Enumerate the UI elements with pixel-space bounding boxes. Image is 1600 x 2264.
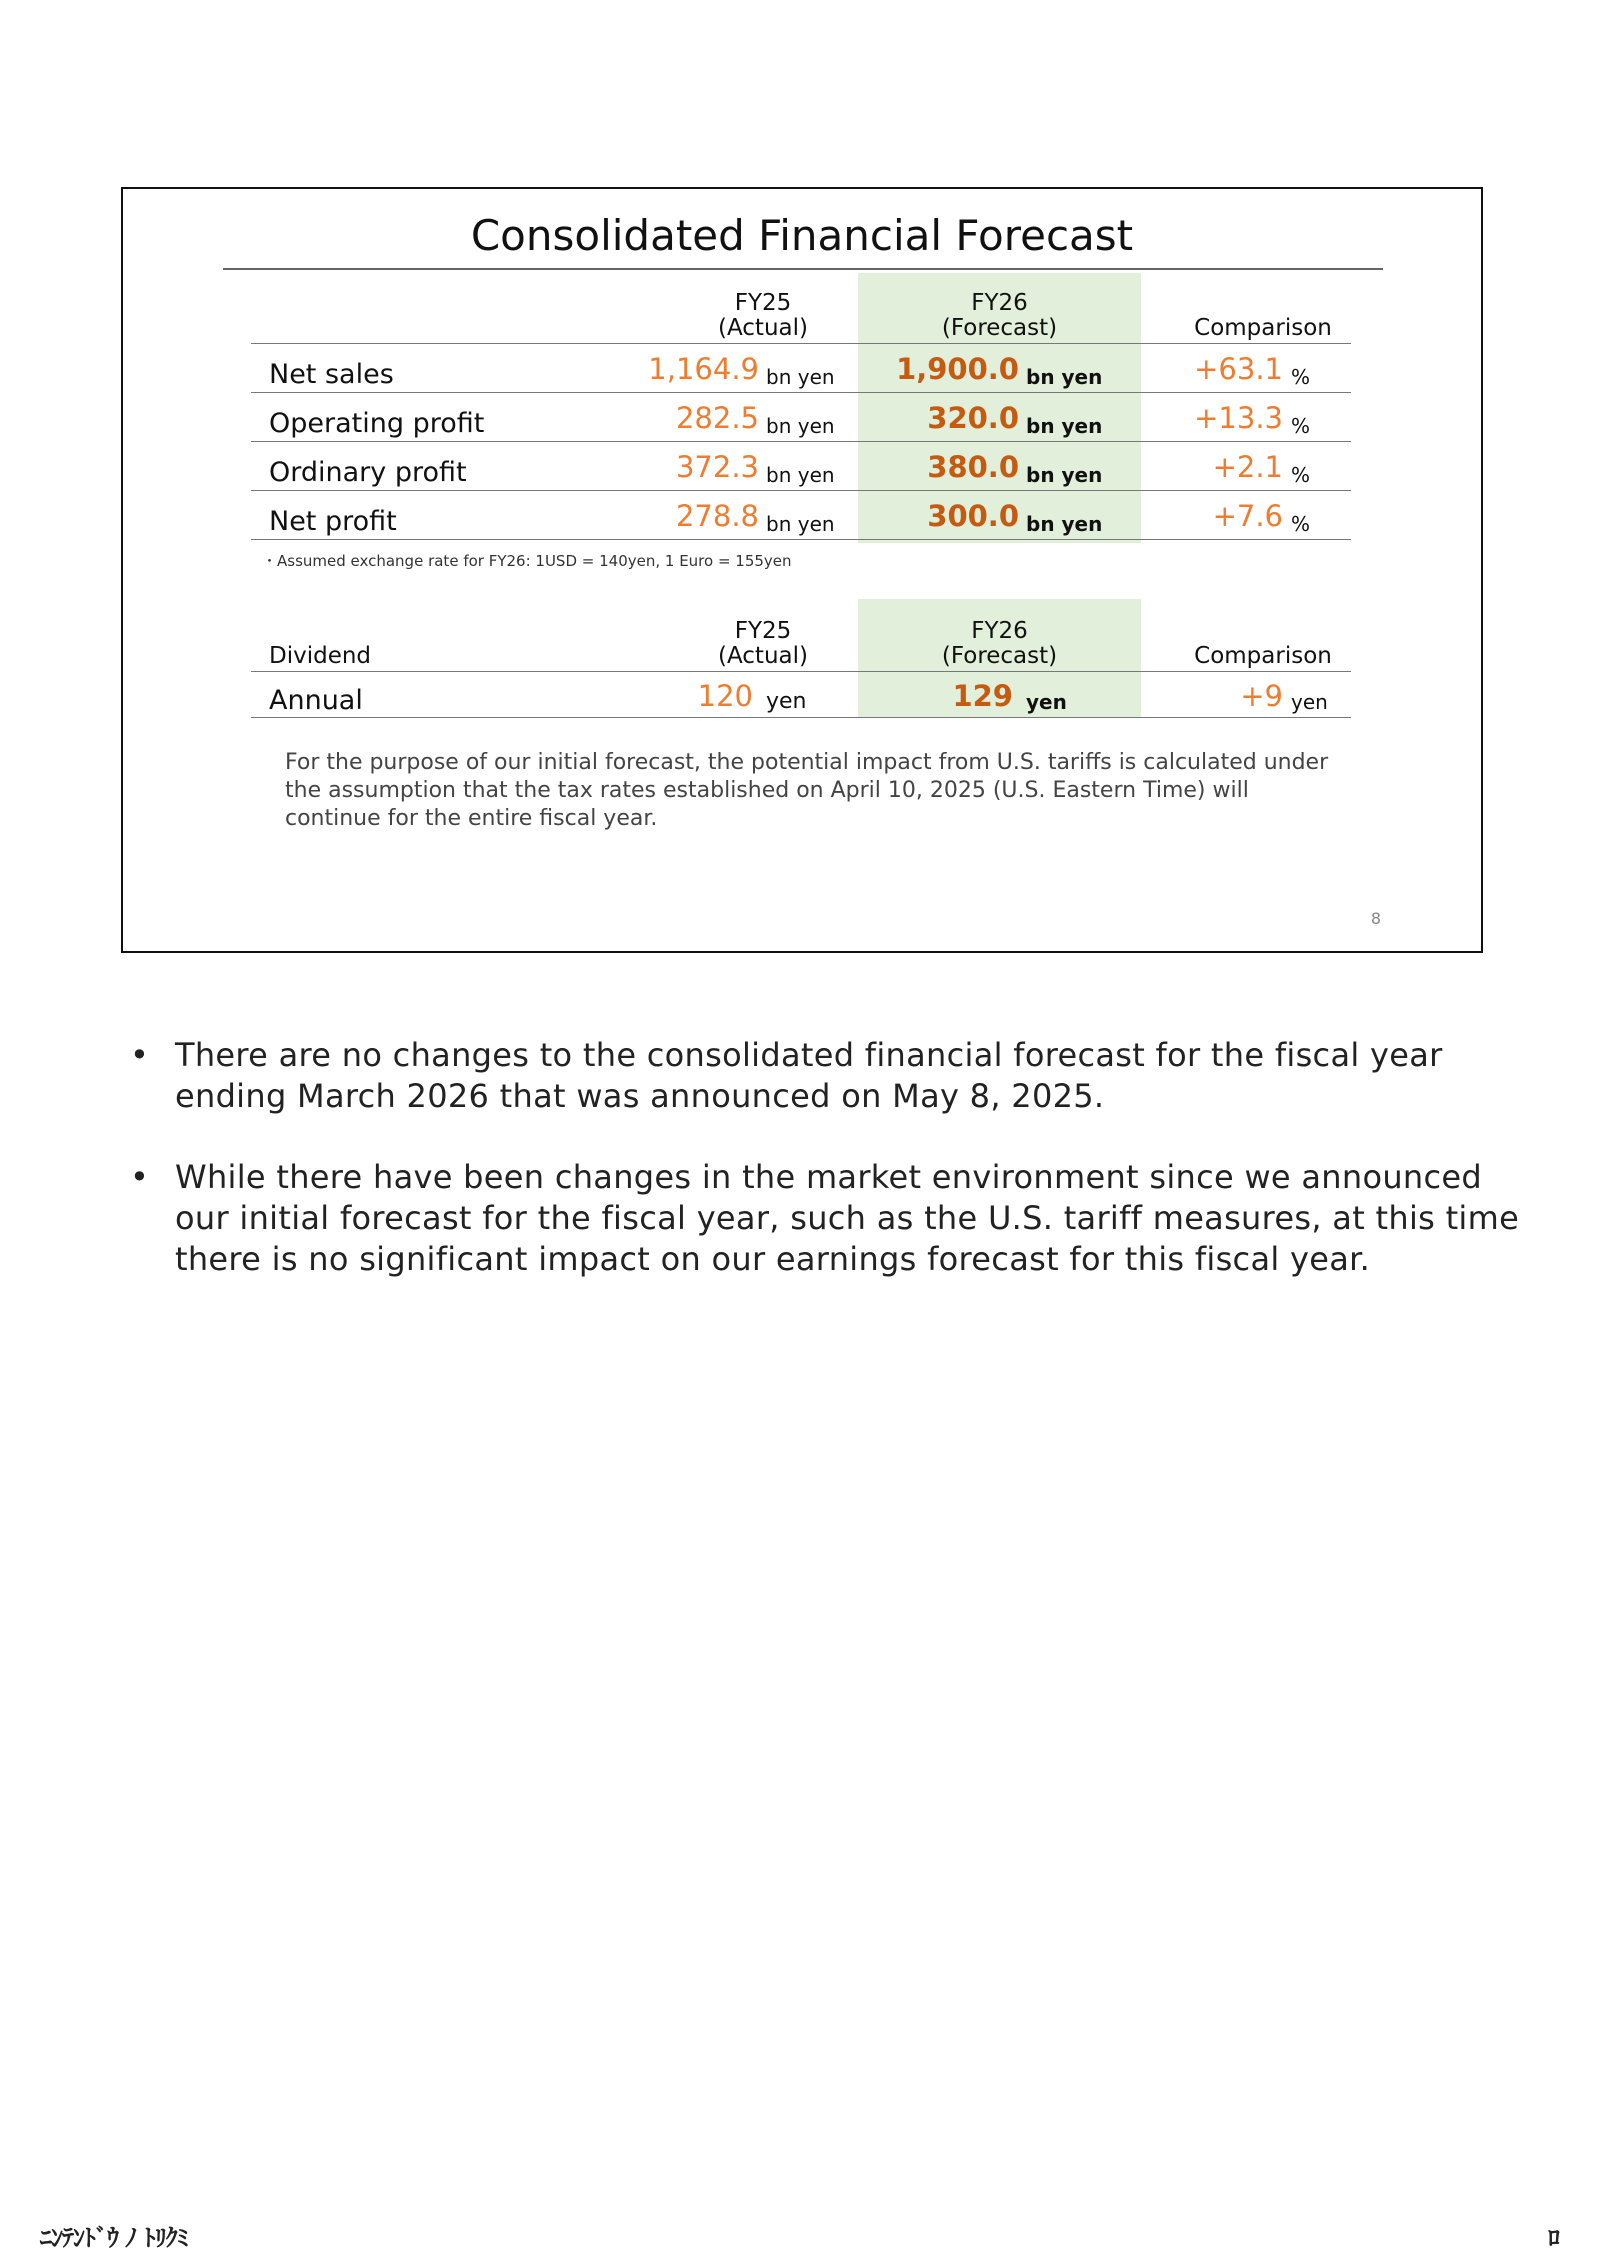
fy25-unit: bn yen bbox=[766, 365, 835, 389]
comparison-unit: % bbox=[1291, 414, 1311, 438]
fy26-unit: bn yen bbox=[1026, 365, 1103, 389]
fy25-value: 1,164.9 bbox=[648, 352, 759, 386]
dividend-fy26-value: 129 bbox=[952, 679, 1013, 713]
fy26-value: 300.0 bbox=[927, 499, 1019, 533]
comparison-value: +2.1 bbox=[1212, 450, 1283, 484]
comparison-unit: % bbox=[1291, 365, 1311, 389]
notes-list bbox=[130, 1035, 1530, 1320]
fy25-header-type: (Actual) bbox=[717, 315, 808, 341]
dividend-comparison-value: +9 bbox=[1240, 679, 1283, 713]
fy26-header bbox=[858, 291, 1141, 341]
exchange-rate-note: ・Assumed exchange rate for FY26: 1USD = 140yen, 1 Euro = 155yen bbox=[262, 552, 792, 570]
fy25-unit: bn yen bbox=[766, 414, 835, 438]
dividend-section-label: Dividend bbox=[269, 643, 372, 669]
comparison-value: +63.1 bbox=[1194, 352, 1283, 386]
fy26-unit: bn yen bbox=[1026, 414, 1103, 438]
dividend-comparison-header: Comparison bbox=[1194, 643, 1332, 669]
fy26-header-year: FY26 bbox=[971, 290, 1028, 316]
comparison-value: +7.6 bbox=[1212, 499, 1283, 533]
page-number: 8 bbox=[1370, 909, 1381, 928]
fy25-value: 278.8 bbox=[675, 499, 759, 533]
bullet-icon: • bbox=[130, 1036, 150, 1074]
fy26-value: 320.0 bbox=[927, 401, 1019, 435]
dividend-fy25-header bbox=[663, 619, 863, 669]
row-label-annual: Annual bbox=[269, 685, 363, 716]
bullet-text: While there have been changes in the market environment since we announced our initial forecast for the fiscal year, such as the U.S. tariff measures, at this time there is no significant impact on our earnings forecast for this fiscal year. bbox=[175, 1158, 1520, 1278]
table-divider bbox=[251, 717, 1351, 718]
dividend-fy25-header-type: (Actual) bbox=[717, 643, 808, 669]
row-label-net-sales: Net sales bbox=[269, 359, 394, 390]
row-label-net-profit: Net profit bbox=[269, 506, 397, 537]
comparison-unit: % bbox=[1291, 512, 1311, 536]
fy26-header-type: (Forecast) bbox=[941, 315, 1058, 341]
list-item bbox=[130, 1035, 1530, 1117]
dividend-fy26-header-year: FY26 bbox=[971, 618, 1028, 644]
row-label-ordinary-profit: Ordinary profit bbox=[269, 457, 467, 488]
forecast-slide bbox=[121, 187, 1483, 953]
fy26-value: 1,900.0 bbox=[896, 352, 1019, 386]
table-divider bbox=[251, 343, 1351, 344]
fy25-value: 282.5 bbox=[675, 401, 759, 435]
dividend-fy25-value: 120 bbox=[697, 679, 753, 713]
bullet-text: There are no changes to the consolidated financial forecast for the fiscal year ending March 2026 that was announced on May 8, 2025. bbox=[175, 1036, 1443, 1115]
title-divider bbox=[223, 268, 1383, 270]
table-divider bbox=[251, 671, 1351, 672]
dividend-comparison-unit: yen bbox=[1291, 690, 1328, 714]
dividend-fy26-header bbox=[858, 619, 1141, 669]
table-divider bbox=[251, 490, 1351, 491]
comparison-value: +13.3 bbox=[1194, 401, 1283, 435]
table-divider bbox=[251, 539, 1351, 540]
fy25-unit: bn yen bbox=[766, 512, 835, 536]
tariff-footnote: For the purpose of our initial forecast, the potential impact from U.S. tariffs is calculated under the assumption that the tax rates established on April 10, 2025 (U.S. Eastern Time) will continue for the entire fiscal year. bbox=[285, 750, 1329, 831]
table-divider bbox=[251, 392, 1351, 393]
dividend-fy25-unit: yen bbox=[766, 689, 807, 714]
list-item bbox=[130, 1157, 1530, 1280]
bullet-icon: • bbox=[130, 1158, 150, 1196]
fy25-header bbox=[663, 291, 863, 341]
footer-left-text: ﾆﾝﾃﾝﾄﾞｳ ﾉ ﾄﾘｸﾐ bbox=[40, 2224, 188, 2252]
comparison-header: Comparison bbox=[1194, 315, 1332, 341]
dividend-fy25-header-year: FY25 bbox=[734, 618, 792, 644]
footer-right-text: ﾛ bbox=[1548, 2224, 1560, 2252]
fy26-value: 380.0 bbox=[927, 450, 1019, 484]
dividend-fy26-header-type: (Forecast) bbox=[941, 643, 1058, 669]
fy26-unit: bn yen bbox=[1026, 463, 1103, 487]
fy25-header-year: FY25 bbox=[734, 290, 792, 316]
fy25-unit: bn yen bbox=[766, 463, 835, 487]
fy25-value: 372.3 bbox=[675, 450, 759, 484]
fy26-unit: bn yen bbox=[1026, 512, 1103, 536]
dividend-fy26-unit: yen bbox=[1026, 690, 1067, 714]
table-divider bbox=[251, 441, 1351, 442]
comparison-unit: % bbox=[1291, 463, 1311, 487]
row-label-operating-profit: Operating profit bbox=[269, 408, 485, 439]
slide-title: Consolidated Financial Forecast bbox=[470, 211, 1134, 260]
